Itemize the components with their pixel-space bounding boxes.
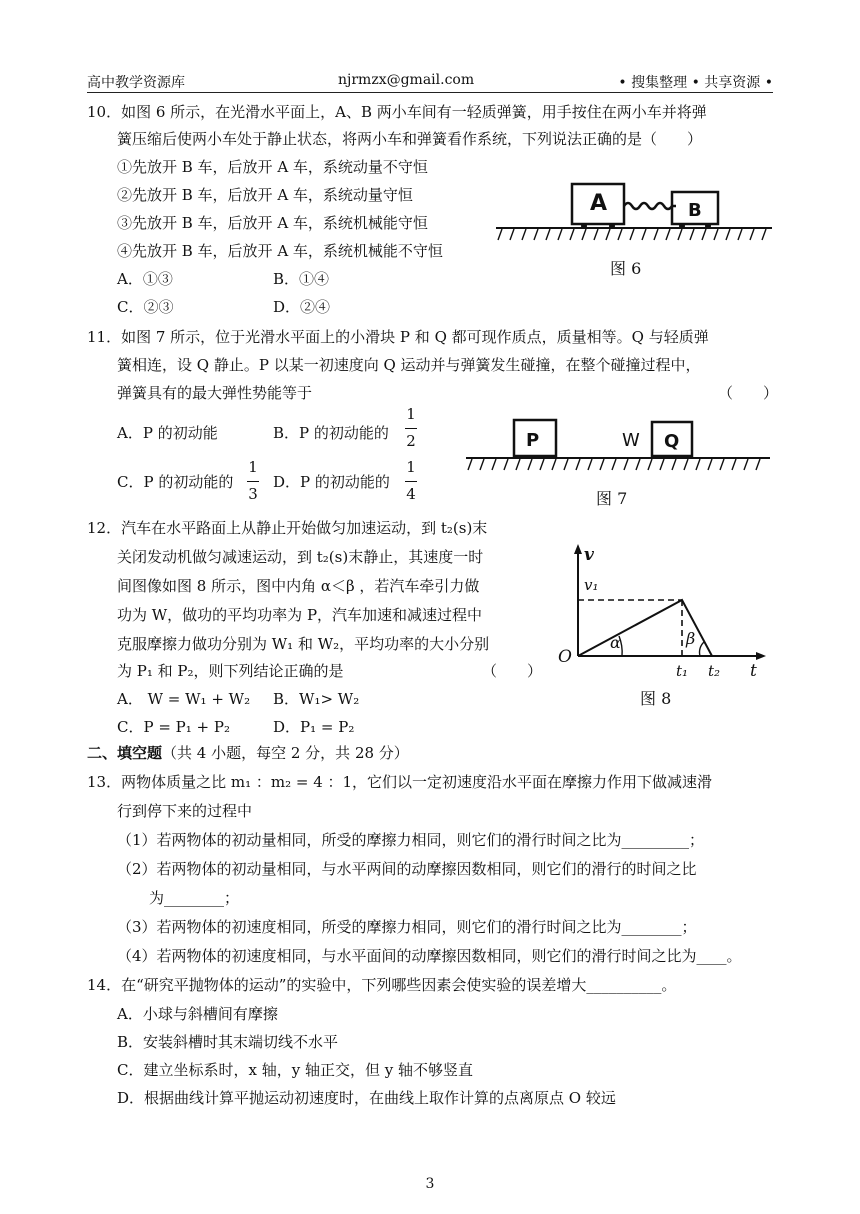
q13-sub-2b: 为________； [149,889,240,907]
q10-line1: 10．如图 6 所示，在光滑水平面上，A、B 两小车间有一轻质弹簧，用手按住在两小车并将弹 [87,103,707,121]
q12-choice-a: A． W = W₁ + W₂ [117,690,251,708]
q10-option-1: ①先放开 B 车，后放开 A 车，系统动量不守恒 [117,158,428,176]
q11-frac-d-den: 4 [406,485,416,503]
q11-frac-b-bar [405,428,417,429]
q11-choice-b: B．P 的初动能的 [273,424,389,442]
q11-frac-d-num: 1 [406,458,416,476]
q11-choice-a: A．P 的初动能 [117,424,218,442]
q14-choice-c: C．建立坐标系时，x 轴，y 轴正交，但 y 轴不够竖直 [117,1061,473,1079]
q11-frac-c-bar [247,481,259,482]
q12-line4: 功为 W，做功的平均功率为 P，汽车加速和减速过程中 [117,606,483,624]
car-b-label: B [688,200,702,221]
q11-line2: 簧相连，设 Q 静止。P 以某一初速度向 Q 运动并与弹簧发生碰撞，在整个碰撞过程中， [117,356,701,374]
ground-hatch [498,229,766,240]
q11-choice-d: D．P 的初动能的 [273,473,390,491]
q14-choice-d: D．根据曲线计算平抛运动初速度时，在曲线上取作计算的点离原点 O 较远 [117,1089,616,1107]
header-left: 高中教学资源库 [87,75,185,91]
block-q-label: Q [664,431,680,452]
q11-frac-c-den: 3 [248,485,258,503]
q13-sub-2a: （2）若两物体的初动量相同，与水平两间的动摩擦因数相同，则它们的滑行的时间之比 [117,860,697,878]
spring [624,203,676,209]
q10-option-2: ②先放开 B 车，后放开 A 车，系统动量守恒 [117,186,413,204]
q10-line2: 簧压缩后使两小车处于静止状态，将两小车和弹簧看作系统，下列说法正确的是（ ） [117,130,703,148]
header-right: • 搜集整理 • 共享资源 • [618,75,773,91]
section-2-heading [87,743,409,763]
q11-line1: 11．如图 7 所示，位于光滑水平面上的小滑块 P 和 Q 都可现作质点，质量相等。Q 与轻质弹 [87,328,709,346]
q13-line1: 13．两物体质量之比 m₁ ：m₂ = 4 ：1，它们以一定初速度沿水平面在摩擦力作用下做减速滑 [87,773,713,791]
section-2-note: （共 4 小题，每空 2 分，共 28 分） [162,744,409,762]
figure-6-caption: 图 6 [610,259,642,278]
q12-line2: 关闭发动机做匀减速运动，到 t₂(s)末静止，其速度一时 [117,548,484,566]
section-2-title: 二、填空题 [87,744,163,762]
t1-label: t₁ [676,662,689,680]
q12-line6: 为 P₁ 和 P₂，则下列结论正确的是 [117,662,344,680]
q12-choice-b: B．W₁> W₂ [273,690,360,708]
car-a-label: A [590,191,608,216]
q12-line1: 12．汽车在水平路面上从静止开始做匀加速运动，到 t₂(s)末 [87,519,488,537]
q12-bracket: （ ） [482,662,543,680]
q13-sub-4: （4）若两物体的初速度相同，与水平面间的动摩擦因数相同，则它们的滑行时间之比为____。 [117,947,742,965]
q11-line3: 弹簧具有的最大弹性势能等于 [117,384,313,402]
page-number: 3 [425,1176,435,1192]
q11-frac-d-bar [405,481,417,482]
figure-7-caption: 图 7 [596,489,628,508]
alpha-label: α [610,633,621,652]
q11-frac-c-num: 1 [248,458,258,476]
q10-choice-a: A．①③ [117,270,173,288]
q10-option-3: ③先放开 B 车，后放开 A 车，系统机械能守恒 [117,214,428,232]
q11-bracket: （ ） [718,384,779,402]
q14-choice-b: B．安装斜槽时其末端切线不水平 [117,1033,339,1051]
header-email: njrmzx@gmail.com [338,72,475,88]
q12-line5: 克服摩擦力做功分别为 W₁ 和 W₂，平均功率的大小分别 [117,635,490,653]
q14-choice-a: A．小球与斜槽间有摩擦 [117,1005,278,1023]
t-label: t [750,661,757,681]
q11-choice-c: C．P 的初动能的 [117,473,234,491]
spring-label: W [622,430,640,451]
origin-label: O [558,647,572,667]
figure-7 [462,412,774,510]
q13-line2: 行到停下来的过程中 [117,802,253,820]
ground-hatch [468,459,760,470]
q14-line1: 14．在“研究平抛物体的运动”的实验中，下列哪些因素会使实验的误差增大__________。 [87,976,677,994]
q10-choice-d: D．②④ [273,298,331,316]
block-p-label: P [526,430,540,451]
q12-line3: 间图像如图 8 所示，图中内角 α＜β ，若汽车牵引力做 [117,577,480,595]
q12-choice-c: C．P = P₁ + P₂ [117,718,230,736]
q11-frac-b-den: 2 [406,432,416,450]
beta-label: β [686,629,696,648]
v1-label: v₁ [584,576,599,594]
figure-8 [552,540,772,710]
v-label: v [584,545,594,565]
q12-choice-d: D．P₁ = P₂ [273,718,355,736]
q13-sub-3: （3）若两物体的初速度相同，所受的摩擦力相同，则它们的滑行时间之比为________； [117,918,697,936]
q11-frac-b-num: 1 [406,405,416,423]
figure-6 [492,176,776,288]
q10-choice-b: B．①④ [273,270,330,288]
q10-option-4: ④先放开 B 车，后放开 A 车，系统机械能不守恒 [117,242,443,260]
figure-8-caption: 图 8 [640,689,672,708]
page-header [87,68,773,93]
t2-label: t₂ [708,662,721,680]
q13-sub-1: （1）若两物体的初动量相同，所受的摩擦力相同，则它们的滑行时间之比为_________； [117,831,705,849]
q10-choice-c: C．②③ [117,298,174,316]
